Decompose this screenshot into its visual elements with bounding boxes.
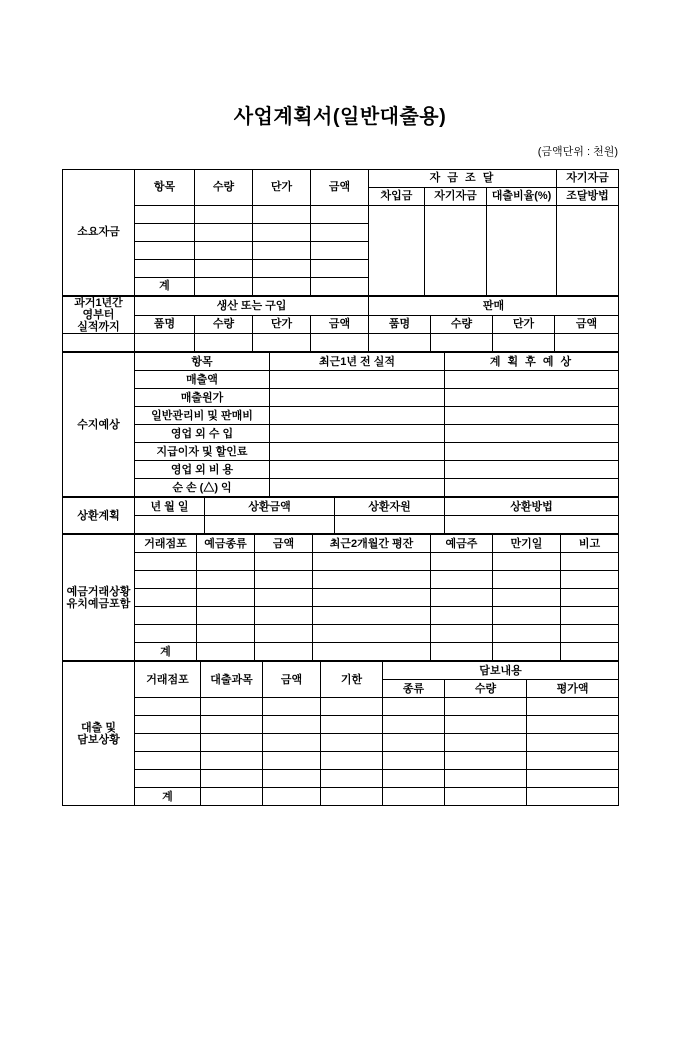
cell-sale-quantity[interactable] [431, 334, 493, 352]
section-label-line-1: 예금거래상황 [66, 585, 131, 598]
cell-branch[interactable] [135, 770, 201, 788]
cell-term[interactable] [321, 770, 383, 788]
cell-avg-balance[interactable] [313, 553, 431, 571]
cell-term[interactable] [321, 698, 383, 716]
cell-deposit-type[interactable] [197, 553, 255, 571]
cell-last-year[interactable] [270, 371, 445, 389]
header-collateral-group: 담보내용 [383, 662, 619, 680]
cell-sale-unit-price[interactable] [493, 334, 555, 352]
cell-amount[interactable] [311, 224, 369, 242]
header-date: 년 월 일 [135, 498, 205, 516]
cell-maturity[interactable] [493, 607, 561, 625]
cell-avg-balance[interactable] [313, 589, 431, 607]
cell-remarks[interactable] [561, 553, 619, 571]
cell-branch[interactable] [135, 553, 197, 571]
header-amount: 금액 [263, 662, 321, 698]
cell-deposit-type[interactable] [197, 589, 255, 607]
cell-maturity[interactable] [493, 625, 561, 643]
document-page [0, 100, 680, 1062]
header-amount: 금액 [311, 170, 369, 206]
cell-term[interactable] [321, 734, 383, 752]
header-quantity: 수량 [195, 170, 253, 206]
funds-needed-table [62, 169, 619, 296]
cell-collateral-appraised[interactable] [527, 734, 619, 752]
cell-unit-price[interactable] [253, 224, 311, 242]
cell-date[interactable] [135, 516, 205, 534]
cell-total-depositor[interactable] [431, 643, 493, 661]
cell-repay-amount[interactable] [205, 516, 335, 534]
header-depositor: 예금주 [431, 535, 493, 553]
form-sheet [62, 169, 618, 806]
header-prod-quantity: 수량 [195, 315, 253, 334]
cell-avg-balance[interactable] [313, 607, 431, 625]
cell-quantity[interactable] [195, 242, 253, 260]
cell-repay-source[interactable] [335, 516, 445, 534]
section-label-repayment-plan: 상환계획 [63, 498, 135, 534]
header-prod-name: 품명 [135, 315, 195, 334]
header-collateral-appraised: 평가액 [527, 680, 619, 698]
cell-last-year[interactable] [270, 425, 445, 443]
cell-prod-quantity[interactable] [195, 334, 253, 352]
cell-branch[interactable] [135, 607, 197, 625]
cell-loan-account[interactable] [201, 770, 263, 788]
cell-last-year[interactable] [270, 443, 445, 461]
cell-deposit-type[interactable] [197, 571, 255, 589]
cell-maturity[interactable] [493, 553, 561, 571]
cell-unit-price[interactable] [253, 206, 311, 224]
header-borrowing: 차입금 [369, 188, 425, 206]
header-branch: 거래점포 [135, 662, 201, 698]
cell-total-amount[interactable] [263, 788, 321, 806]
cell-avg-balance[interactable] [313, 571, 431, 589]
cell-collateral-quantity[interactable] [445, 770, 527, 788]
header-item: 항목 [135, 353, 270, 371]
cell-amount[interactable] [255, 607, 313, 625]
cell-collateral-quantity[interactable] [445, 716, 527, 734]
header-own-method-group: 자기자금 [557, 170, 619, 188]
header-avg-balance: 최근2개월간 평잔 [313, 535, 431, 553]
cell-plan-expected[interactable] [445, 443, 619, 461]
cell-sale-amount[interactable] [555, 334, 619, 352]
cell-total-amount[interactable] [311, 278, 369, 296]
cell-total-avg-balance[interactable] [313, 643, 431, 661]
cell-amount[interactable] [311, 206, 369, 224]
loans-collateral-table [62, 661, 619, 806]
header-amount: 금액 [255, 535, 313, 553]
row-label-sga: 일반관리비 및 판매비 [135, 407, 270, 425]
cell-collateral-kind[interactable] [383, 770, 445, 788]
cell-amount[interactable] [263, 734, 321, 752]
cell-repay-method[interactable] [445, 516, 619, 534]
header-own-funds: 자기자금 [425, 188, 487, 206]
past-year-table [62, 296, 619, 352]
cell-collateral-appraised[interactable] [527, 698, 619, 716]
header-item: 항목 [135, 170, 195, 206]
cell-collateral-kind[interactable] [383, 698, 445, 716]
cell-total-unit-price[interactable] [253, 278, 311, 296]
cell-last-year[interactable] [270, 389, 445, 407]
cell-prod-unit-price[interactable] [253, 334, 311, 352]
header-maturity: 만기일 [493, 535, 561, 553]
cell-own-funds[interactable] [425, 206, 487, 296]
section-label-past-year [63, 297, 135, 334]
cell-last-year[interactable] [270, 407, 445, 425]
header-repay-method: 상환방법 [445, 498, 619, 516]
header-sale-unit-price: 단가 [493, 315, 555, 334]
cell-depositor[interactable] [431, 553, 493, 571]
cell-quantity[interactable] [195, 206, 253, 224]
cell-amount[interactable] [263, 770, 321, 788]
cell-collateral-kind[interactable] [383, 752, 445, 770]
cell-loan-account[interactable] [201, 752, 263, 770]
cell-collateral-quantity[interactable] [445, 698, 527, 716]
cell-collateral-appraised[interactable] [527, 770, 619, 788]
cell-plan-expected[interactable] [445, 371, 619, 389]
cell-sale-name[interactable] [369, 334, 431, 352]
header-deposit-type: 예금종류 [197, 535, 255, 553]
header-collateral-kind: 종류 [383, 680, 445, 698]
cell-collateral-appraised[interactable] [527, 716, 619, 734]
deposits-table [62, 534, 619, 661]
cell-last-year[interactable] [270, 479, 445, 497]
header-sale-name: 품명 [369, 315, 431, 334]
cell-depositor[interactable] [431, 607, 493, 625]
cell-deposit-type[interactable] [197, 607, 255, 625]
cell-maturity[interactable] [493, 571, 561, 589]
cell-plan-expected[interactable] [445, 461, 619, 479]
cell-total-term[interactable] [321, 788, 383, 806]
cell-branch[interactable] [135, 698, 201, 716]
cell-depositor[interactable] [431, 625, 493, 643]
header-remarks: 비고 [561, 535, 619, 553]
cell-amount[interactable] [311, 260, 369, 278]
cell-plan-expected[interactable] [445, 389, 619, 407]
cell-maturity[interactable] [493, 589, 561, 607]
cell-plan-expected[interactable] [445, 479, 619, 497]
row-label-net-profit: 순 손 (△) 익 [135, 479, 270, 497]
cell-amount[interactable] [255, 589, 313, 607]
row-label-sales: 매출액 [135, 371, 270, 389]
section-label-loans-collateral [63, 662, 135, 806]
header-collateral-quantity: 수량 [445, 680, 527, 698]
cell-collateral-quantity[interactable] [445, 734, 527, 752]
header-prod-amount: 금액 [311, 315, 369, 334]
cell-total-quantity[interactable] [195, 278, 253, 296]
cell-unit-price[interactable] [253, 260, 311, 278]
header-term: 기한 [321, 662, 383, 698]
cell-amount[interactable] [263, 698, 321, 716]
cell-remarks[interactable] [561, 589, 619, 607]
header-sale-amount: 금액 [555, 315, 619, 334]
cell-branch[interactable] [135, 589, 197, 607]
cell-depositor[interactable] [431, 589, 493, 607]
cell-branch[interactable] [135, 625, 197, 643]
cell-amount[interactable] [311, 242, 369, 260]
cell-prod-name[interactable] [135, 334, 195, 352]
cell-total-collateral-kind[interactable] [383, 788, 445, 806]
cell-unit-price[interactable] [253, 242, 311, 260]
cell-loan-ratio[interactable] [487, 206, 557, 296]
page-title: 사업계획서(일반대출용) [233, 106, 447, 128]
cell-total-collateral-quantity[interactable] [445, 788, 527, 806]
header-procurement-group: 자 금 조 달 [369, 170, 557, 188]
header-prod-unit-price: 단가 [253, 315, 311, 334]
cell-item[interactable] [135, 260, 195, 278]
header-last-year: 최근1년 전 실적 [270, 353, 445, 371]
cell-term[interactable] [321, 716, 383, 734]
cell-item[interactable] [135, 224, 195, 242]
total-label: 계 [135, 643, 197, 661]
cell-amount[interactable] [263, 752, 321, 770]
cell-item[interactable] [135, 242, 195, 260]
cell-branch[interactable] [135, 571, 197, 589]
cell-remarks[interactable] [561, 571, 619, 589]
cell-collateral-kind[interactable] [383, 734, 445, 752]
cell-prod-amount[interactable] [311, 334, 369, 352]
cell-loan-account[interactable] [201, 734, 263, 752]
cell-branch[interactable] [135, 752, 201, 770]
cell-total-collateral-appraised[interactable] [527, 788, 619, 806]
cell-total-maturity[interactable] [493, 643, 561, 661]
header-repay-amount: 상환금액 [205, 498, 335, 516]
cell-amount[interactable] [263, 716, 321, 734]
cell-amount[interactable] [255, 571, 313, 589]
header-unit-price: 단가 [253, 170, 311, 206]
cell-branch[interactable] [135, 734, 201, 752]
profit-forecast-table [62, 352, 619, 497]
cell-own-method[interactable] [557, 206, 619, 296]
cell-borrowing[interactable] [369, 206, 425, 296]
cell-item[interactable] [135, 206, 195, 224]
cell-amount[interactable] [255, 553, 313, 571]
cell-total-loan-account[interactable] [201, 788, 263, 806]
header-sale-quantity: 수량 [431, 315, 493, 334]
cell-loan-account[interactable] [201, 698, 263, 716]
section-label-deposits [63, 535, 135, 661]
header-sales-group: 판매 [369, 297, 619, 316]
cell-remarks[interactable] [561, 607, 619, 625]
header-loan-ratio: 대출비율(%) [487, 188, 557, 206]
row-label-interest-paid: 지급이자 및 할인료 [135, 443, 270, 461]
section-label-line-2: 유치예금포함 [66, 597, 131, 610]
cell-quantity[interactable] [195, 260, 253, 278]
cell-branch[interactable] [135, 716, 201, 734]
section-label-line-3: 실적까지 [77, 321, 120, 334]
header-repay-source: 상환자원 [335, 498, 445, 516]
row-label-non-operating-expense: 영업 외 비 용 [135, 461, 270, 479]
section-label-line-2: 담보상황 [77, 733, 120, 746]
cell-total-remarks[interactable] [561, 643, 619, 661]
cell-last-year[interactable] [270, 461, 445, 479]
cell-plan-expected[interactable] [445, 425, 619, 443]
cell-avg-balance[interactable] [313, 625, 431, 643]
cell-plan-expected[interactable] [445, 407, 619, 425]
total-label: 계 [135, 278, 195, 296]
cell-quantity[interactable] [195, 224, 253, 242]
section-label-profit-forecast: 수지예상 [63, 353, 135, 497]
header-loan-account: 대출과목 [201, 662, 263, 698]
cell-collateral-kind[interactable] [383, 716, 445, 734]
cell-deposit-type[interactable] [197, 625, 255, 643]
total-label: 계 [135, 788, 201, 806]
row-label-cogs: 매출원가 [135, 389, 270, 407]
section-label-funds-needed: 소요자금 [63, 170, 135, 296]
repayment-plan-table [62, 497, 619, 534]
cell-collateral-quantity[interactable] [445, 752, 527, 770]
cell-amount[interactable] [255, 625, 313, 643]
section-label-line-1: 과거1년간 [74, 297, 123, 309]
cell-depositor[interactable] [431, 571, 493, 589]
cell-past-year-label[interactable] [63, 334, 135, 352]
header-branch: 거래점포 [135, 535, 197, 553]
header-plan-expected: 계 획 후 예 상 [445, 353, 619, 371]
row-label-non-operating-income: 영업 외 수 입 [135, 425, 270, 443]
header-own-method: 조달방법 [557, 188, 619, 206]
cell-remarks[interactable] [561, 625, 619, 643]
cell-term[interactable] [321, 752, 383, 770]
cell-total-amount[interactable] [255, 643, 313, 661]
section-label-line-2: 영부터 [82, 309, 115, 322]
section-label-line-1: 대출 및 [81, 721, 116, 734]
unit-note: (금액단위 : 천원) [537, 146, 618, 158]
cell-loan-account[interactable] [201, 716, 263, 734]
cell-collateral-appraised[interactable] [527, 752, 619, 770]
cell-total-deposit-type[interactable] [197, 643, 255, 661]
header-production-group: 생산 또는 구입 [135, 297, 369, 316]
